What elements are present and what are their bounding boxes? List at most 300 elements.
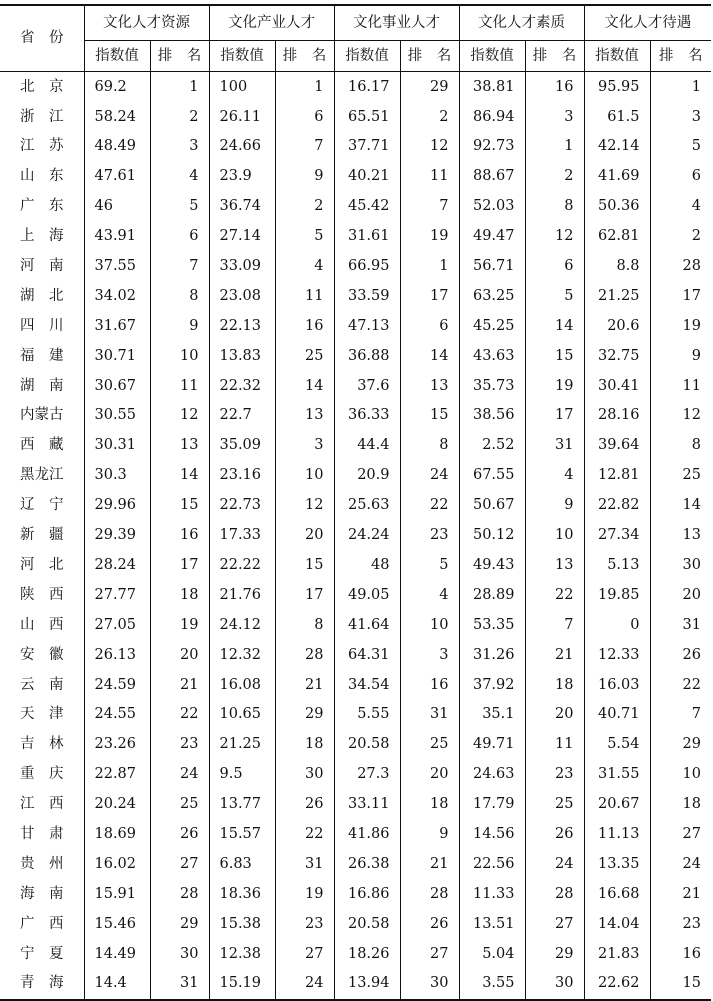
index-value-cell: 27.05: [84, 610, 150, 640]
rank-value-cell: 26: [650, 640, 711, 670]
province-cell: 贵 州: [20, 855, 64, 872]
rank-value-cell: 4: [275, 251, 334, 281]
index-value-cell: 22.7: [209, 401, 275, 431]
table-row: [0, 102, 711, 132]
rank-value-cell: 10: [525, 520, 584, 550]
rank-value-cell: 2: [400, 102, 459, 132]
index-value-cell: 30.55: [84, 401, 150, 431]
index-value-cell: 66.95: [334, 251, 400, 281]
rank-value-cell: 7: [150, 251, 209, 281]
province-cell: 山 西: [20, 616, 64, 633]
rank-header: 排 名: [525, 41, 584, 72]
index-value-cell: 28.24: [84, 550, 150, 580]
province-cell: 天 津: [20, 706, 64, 723]
index-value-cell: 22.62: [584, 969, 650, 1000]
rank-value-cell: 29: [400, 72, 459, 102]
index-value-cell: 16.68: [584, 879, 650, 909]
index-value-cell: 20.24: [84, 789, 150, 819]
table-row: [0, 72, 711, 102]
index-value-cell: 63.25: [459, 281, 525, 311]
rank-value-cell: 2: [275, 192, 334, 222]
index-value-cell: 24.24: [334, 520, 400, 550]
rank-value-cell: 6: [525, 251, 584, 281]
table-row: [0, 192, 711, 222]
index-value-cell: 30.67: [84, 371, 150, 401]
rank-value-cell: 7: [650, 700, 711, 730]
header-row-subcolumns: [0, 41, 711, 72]
index-value-cell: 40.21: [334, 162, 400, 192]
rank-value-cell: 31: [275, 849, 334, 879]
index-value-cell: 28.16: [584, 401, 650, 431]
index-value-cell: 33.09: [209, 251, 275, 281]
group-header-public-service: 文化事业人才: [334, 5, 459, 41]
rank-value-cell: 25: [525, 789, 584, 819]
index-value-cell: 22.56: [459, 849, 525, 879]
province-cell: 辽 宁: [20, 497, 64, 514]
index-value-cell: 5.54: [584, 730, 650, 760]
index-value-cell: 86.94: [459, 102, 525, 132]
index-value-cell: 16.86: [334, 879, 400, 909]
index-value-cell: 36.74: [209, 192, 275, 222]
index-value-cell: 11.13: [584, 819, 650, 849]
rank-value-cell: 23: [400, 520, 459, 550]
table-row: [0, 700, 711, 730]
rank-value-cell: 6: [150, 221, 209, 251]
rank-value-cell: 25: [150, 789, 209, 819]
rank-value-cell: 5: [650, 132, 711, 162]
index-value-cell: 33.11: [334, 789, 400, 819]
province-cell: 四 川: [20, 317, 64, 334]
rank-value-cell: 9: [400, 819, 459, 849]
index-value-cell: 30.71: [84, 341, 150, 371]
province-cell: 湖 北: [20, 287, 64, 304]
index-value-cell: 50.67: [459, 490, 525, 520]
rank-value-cell: 29: [650, 730, 711, 760]
rank-value-cell: 4: [525, 461, 584, 491]
index-value-cell: 65.51: [334, 102, 400, 132]
index-value-cell: 21.76: [209, 580, 275, 610]
rank-value-cell: 26: [275, 789, 334, 819]
rank-value-cell: 19: [150, 610, 209, 640]
index-value-cell: 38.56: [459, 401, 525, 431]
index-value-cell: 62.81: [584, 221, 650, 251]
province-cell: 甘 肃: [20, 825, 64, 842]
province-cell: 江 苏: [20, 138, 64, 155]
rank-value-cell: 15: [400, 401, 459, 431]
table-row: [0, 251, 711, 281]
rank-value-cell: 14: [525, 311, 584, 341]
province-cell: 云 南: [20, 676, 64, 693]
rank-value-cell: 17: [275, 580, 334, 610]
rank-value-cell: 3: [400, 640, 459, 670]
rank-value-cell: 27: [150, 849, 209, 879]
province-cell: 海 南: [20, 885, 64, 902]
index-value-cell: 22.32: [209, 371, 275, 401]
rank-value-cell: 20: [525, 700, 584, 730]
province-cell: 河 南: [20, 258, 64, 275]
index-value-cell: 9.5: [209, 759, 275, 789]
province-culture-talent-table: [0, 4, 711, 1001]
index-value-cell: 39.64: [584, 431, 650, 461]
index-value-cell: 19.85: [584, 580, 650, 610]
rank-value-cell: 23: [525, 759, 584, 789]
rank-value-cell: 21: [400, 849, 459, 879]
index-value-cell: 56.71: [459, 251, 525, 281]
province-cell: 黑龙江: [20, 467, 64, 484]
rank-value-cell: 19: [525, 371, 584, 401]
rank-value-cell: 13: [400, 371, 459, 401]
rank-value-cell: 21: [650, 879, 711, 909]
index-value-cell: 15.19: [209, 969, 275, 1000]
province-cell: 内蒙古: [20, 407, 64, 424]
rank-value-cell: 2: [150, 102, 209, 132]
rank-value-cell: 30: [525, 969, 584, 1000]
index-value-cell: 22.13: [209, 311, 275, 341]
rank-value-cell: 1: [650, 72, 711, 102]
province-cell: 陕 西: [20, 586, 64, 603]
index-value-cell: 95.95: [584, 72, 650, 102]
index-value-cell: 33.59: [334, 281, 400, 311]
index-value-cell: 8.8: [584, 251, 650, 281]
index-value-cell: 67.55: [459, 461, 525, 491]
rank-value-cell: 5: [150, 192, 209, 222]
index-value-cell: 38.81: [459, 72, 525, 102]
rank-value-cell: 14: [275, 371, 334, 401]
index-value-cell: 42.14: [584, 132, 650, 162]
index-value-cell: 34.54: [334, 670, 400, 700]
index-value-cell: 23.9: [209, 162, 275, 192]
index-value-cell: 43.63: [459, 341, 525, 371]
index-value-cell: 24.59: [84, 670, 150, 700]
province-cell: 江 西: [20, 796, 64, 813]
rank-value-cell: 11: [400, 162, 459, 192]
table-row: [0, 431, 711, 461]
index-value-cell: 37.55: [84, 251, 150, 281]
rank-value-cell: 28: [275, 640, 334, 670]
table-row: [0, 969, 711, 1000]
index-value-cell: 14.4: [84, 969, 150, 1000]
rank-value-cell: 24: [525, 849, 584, 879]
index-value-cell: 47.61: [84, 162, 150, 192]
table-row: [0, 132, 711, 162]
province-cell: 广 东: [20, 198, 64, 215]
index-value-cell: 23.16: [209, 461, 275, 491]
rank-value-cell: 18: [400, 789, 459, 819]
rank-value-cell: 20: [650, 580, 711, 610]
table-row: [0, 371, 711, 401]
table-row: [0, 580, 711, 610]
rank-value-cell: 31: [650, 610, 711, 640]
province-cell: 湖 南: [20, 377, 64, 394]
index-value-cell: 17.33: [209, 520, 275, 550]
index-value-cell: 41.86: [334, 819, 400, 849]
table-row: [0, 849, 711, 879]
rank-value-cell: 7: [525, 610, 584, 640]
index-value-cell: 24.66: [209, 132, 275, 162]
rank-value-cell: 13: [525, 550, 584, 580]
rank-value-cell: 28: [150, 879, 209, 909]
index-value-cell: 15.91: [84, 879, 150, 909]
rank-value-cell: 11: [275, 281, 334, 311]
index-value-cell: 31.61: [334, 221, 400, 251]
rank-value-cell: 15: [150, 490, 209, 520]
index-value-cell: 40.71: [584, 700, 650, 730]
rank-value-cell: 9: [525, 490, 584, 520]
rank-value-cell: 27: [650, 819, 711, 849]
table-row: [0, 909, 711, 939]
rank-value-cell: 24: [275, 969, 334, 1000]
rank-value-cell: 12: [525, 221, 584, 251]
index-value-cell: 52.03: [459, 192, 525, 222]
index-value-cell: 2.52: [459, 431, 525, 461]
rank-value-cell: 16: [525, 72, 584, 102]
index-value-cell: 100: [209, 72, 275, 102]
index-value-cell: 37.92: [459, 670, 525, 700]
rank-value-cell: 20: [150, 640, 209, 670]
rank-value-cell: 23: [150, 730, 209, 760]
index-value-cell: 3.55: [459, 969, 525, 1000]
group-header-quality: 文化人才素质: [459, 5, 584, 41]
rank-value-cell: 18: [275, 730, 334, 760]
rank-value-cell: 24: [650, 849, 711, 879]
rank-value-cell: 8: [275, 610, 334, 640]
province-cell: 福 建: [20, 347, 64, 364]
index-value-cell: 22.87: [84, 759, 150, 789]
index-value-cell: 5.13: [584, 550, 650, 580]
index-value-cell: 41.69: [584, 162, 650, 192]
rank-value-cell: 3: [150, 132, 209, 162]
index-value-cell: 13.94: [334, 969, 400, 1000]
rank-value-cell: 6: [275, 102, 334, 132]
rank-value-cell: 21: [525, 640, 584, 670]
index-value-cell: 21.25: [584, 281, 650, 311]
province-cell: 上 海: [20, 228, 64, 245]
index-header: 指数值: [334, 41, 400, 72]
index-value-cell: 45.25: [459, 311, 525, 341]
table-row: [0, 939, 711, 969]
province-cell: 吉 林: [20, 736, 64, 753]
rank-value-cell: 4: [150, 162, 209, 192]
index-value-cell: 58.24: [84, 102, 150, 132]
rank-value-cell: 20: [275, 520, 334, 550]
index-value-cell: 20.9: [334, 461, 400, 491]
rank-value-cell: 13: [150, 431, 209, 461]
index-value-cell: 43.91: [84, 221, 150, 251]
rank-header: 排 名: [400, 41, 459, 72]
rank-value-cell: 1: [275, 72, 334, 102]
rank-value-cell: 27: [525, 909, 584, 939]
rank-value-cell: 24: [400, 461, 459, 491]
rank-value-cell: 6: [400, 311, 459, 341]
index-value-cell: 37.71: [334, 132, 400, 162]
rank-value-cell: 23: [650, 909, 711, 939]
rank-value-cell: 5: [525, 281, 584, 311]
province-header: 省 份: [0, 5, 84, 72]
rank-value-cell: 12: [275, 490, 334, 520]
index-value-cell: 6.83: [209, 849, 275, 879]
rank-value-cell: 2: [525, 162, 584, 192]
province-cell: 北 京: [20, 78, 64, 95]
index-value-cell: 26.13: [84, 640, 150, 670]
index-value-cell: 13.51: [459, 909, 525, 939]
index-value-cell: 24.63: [459, 759, 525, 789]
index-value-cell: 41.64: [334, 610, 400, 640]
index-value-cell: 30.41: [584, 371, 650, 401]
rank-value-cell: 7: [400, 192, 459, 222]
index-value-cell: 27.3: [334, 759, 400, 789]
index-value-cell: 16.08: [209, 670, 275, 700]
rank-value-cell: 7: [275, 132, 334, 162]
rank-value-cell: 1: [400, 251, 459, 281]
index-value-cell: 31.26: [459, 640, 525, 670]
table-row: [0, 759, 711, 789]
index-value-cell: 49.71: [459, 730, 525, 760]
province-cell: 重 庆: [20, 766, 64, 783]
rank-value-cell: 12: [650, 401, 711, 431]
rank-value-cell: 9: [150, 311, 209, 341]
index-value-cell: 16.17: [334, 72, 400, 102]
index-value-cell: 20.6: [584, 311, 650, 341]
rank-value-cell: 16: [400, 670, 459, 700]
rank-value-cell: 15: [275, 550, 334, 580]
rank-value-cell: 16: [650, 939, 711, 969]
index-value-cell: 26.11: [209, 102, 275, 132]
rank-value-cell: 30: [275, 759, 334, 789]
table-row: [0, 221, 711, 251]
index-value-cell: 64.31: [334, 640, 400, 670]
index-value-cell: 31.55: [584, 759, 650, 789]
rank-value-cell: 31: [400, 700, 459, 730]
province-cell: 河 北: [20, 556, 64, 573]
index-value-cell: 22.22: [209, 550, 275, 580]
table-body: [0, 72, 711, 1000]
rank-value-cell: 30: [400, 969, 459, 1000]
index-value-cell: 53.35: [459, 610, 525, 640]
index-value-cell: 18.69: [84, 819, 150, 849]
rank-value-cell: 30: [650, 550, 711, 580]
index-value-cell: 15.57: [209, 819, 275, 849]
index-value-cell: 12.32: [209, 640, 275, 670]
index-value-cell: 50.12: [459, 520, 525, 550]
table-row: [0, 789, 711, 819]
rank-value-cell: 4: [650, 192, 711, 222]
province-cell: 浙 江: [20, 108, 64, 125]
rank-value-cell: 29: [525, 939, 584, 969]
index-value-cell: 27.77: [84, 580, 150, 610]
rank-value-cell: 22: [400, 490, 459, 520]
index-value-cell: 20.58: [334, 909, 400, 939]
rank-value-cell: 24: [150, 759, 209, 789]
rank-value-cell: 13: [650, 520, 711, 550]
index-value-cell: 27.14: [209, 221, 275, 251]
table-row: [0, 162, 711, 192]
index-value-cell: 37.6: [334, 371, 400, 401]
rank-value-cell: 28: [650, 251, 711, 281]
rank-value-cell: 8: [150, 281, 209, 311]
index-value-cell: 35.1: [459, 700, 525, 730]
rank-value-cell: 22: [525, 580, 584, 610]
rank-value-cell: 14: [650, 490, 711, 520]
index-value-cell: 61.5: [584, 102, 650, 132]
rank-value-cell: 10: [400, 610, 459, 640]
index-value-cell: 88.67: [459, 162, 525, 192]
rank-value-cell: 8: [400, 431, 459, 461]
rank-value-cell: 1: [150, 72, 209, 102]
rank-value-cell: 11: [650, 371, 711, 401]
table-row: [0, 640, 711, 670]
index-value-cell: 11.33: [459, 879, 525, 909]
rank-value-cell: 16: [150, 520, 209, 550]
index-value-cell: 28.89: [459, 580, 525, 610]
index-value-cell: 0: [584, 610, 650, 640]
index-value-cell: 18.26: [334, 939, 400, 969]
index-value-cell: 48.49: [84, 132, 150, 162]
table-row: [0, 730, 711, 760]
index-header: 指数值: [584, 41, 650, 72]
rank-value-cell: 28: [525, 879, 584, 909]
index-value-cell: 18.36: [209, 879, 275, 909]
index-value-cell: 16.02: [84, 849, 150, 879]
rank-value-cell: 25: [650, 461, 711, 491]
index-value-cell: 10.65: [209, 700, 275, 730]
rank-value-cell: 8: [525, 192, 584, 222]
rank-value-cell: 27: [275, 939, 334, 969]
index-value-cell: 30.31: [84, 431, 150, 461]
index-value-cell: 35.73: [459, 371, 525, 401]
rank-value-cell: 10: [650, 759, 711, 789]
rank-value-cell: 25: [400, 730, 459, 760]
index-value-cell: 14.49: [84, 939, 150, 969]
index-value-cell: 29.96: [84, 490, 150, 520]
index-value-cell: 36.33: [334, 401, 400, 431]
rank-value-cell: 22: [150, 700, 209, 730]
index-value-cell: 20.58: [334, 730, 400, 760]
index-value-cell: 22.73: [209, 490, 275, 520]
rank-value-cell: 1: [525, 132, 584, 162]
index-value-cell: 45.42: [334, 192, 400, 222]
rank-value-cell: 3: [525, 102, 584, 132]
index-value-cell: 50.36: [584, 192, 650, 222]
index-value-cell: 35.09: [209, 431, 275, 461]
index-value-cell: 29.39: [84, 520, 150, 550]
rank-value-cell: 26: [525, 819, 584, 849]
rank-value-cell: 23: [275, 909, 334, 939]
rank-value-cell: 3: [650, 102, 711, 132]
rank-value-cell: 10: [275, 461, 334, 491]
rank-value-cell: 14: [400, 341, 459, 371]
rank-value-cell: 22: [275, 819, 334, 849]
index-value-cell: 49.47: [459, 221, 525, 251]
group-header-industry: 文化产业人才: [209, 5, 334, 41]
rank-value-cell: 8: [650, 431, 711, 461]
province-cell: 山 东: [20, 168, 64, 185]
rank-value-cell: 21: [275, 670, 334, 700]
rank-value-cell: 9: [275, 162, 334, 192]
index-value-cell: 27.34: [584, 520, 650, 550]
index-value-cell: 13.83: [209, 341, 275, 371]
index-value-cell: 23.26: [84, 730, 150, 760]
index-value-cell: 5.55: [334, 700, 400, 730]
rank-value-cell: 29: [150, 909, 209, 939]
rank-value-cell: 31: [150, 969, 209, 1000]
rank-value-cell: 21: [150, 670, 209, 700]
table-row: [0, 520, 711, 550]
index-value-cell: 17.79: [459, 789, 525, 819]
header-row-groups: [0, 5, 711, 41]
index-value-cell: 48: [334, 550, 400, 580]
index-value-cell: 36.88: [334, 341, 400, 371]
index-value-cell: 23.08: [209, 281, 275, 311]
